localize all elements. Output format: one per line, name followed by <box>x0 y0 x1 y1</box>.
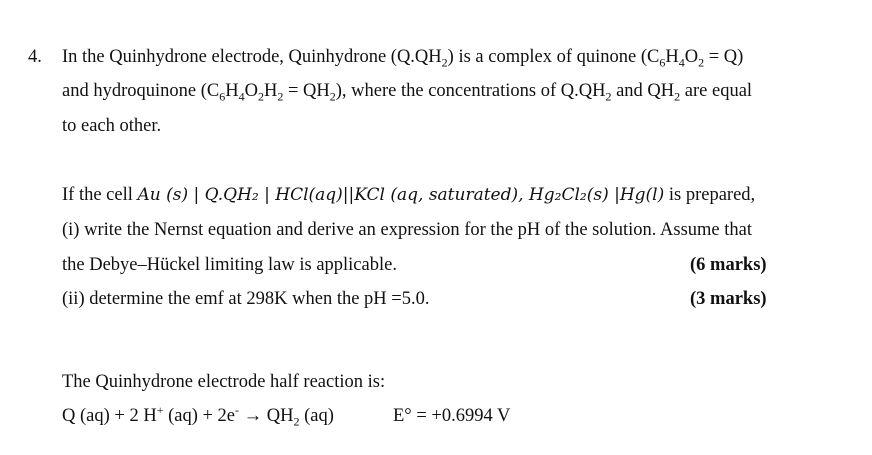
subscript: 6 <box>659 55 666 70</box>
subscript: 4 <box>238 89 245 104</box>
half-reaction-equation <box>62 404 334 428</box>
part-ii-marks: (3 marks) <box>690 289 767 309</box>
intro-text: and QH <box>611 81 675 101</box>
half-reaction-title: The Quinhydrone electrode half reaction is: <box>62 372 386 392</box>
subscript: 6 <box>219 89 226 104</box>
intro-text: = Q) <box>704 47 744 67</box>
intro-text: = QH <box>283 81 330 101</box>
intro-line-3: to each other. <box>62 116 162 136</box>
intro-text: O <box>244 81 258 101</box>
intro-text: ) is a complex of quinone (C <box>447 47 660 67</box>
subscript: 2 <box>257 89 264 104</box>
superscript: - <box>235 402 240 417</box>
subscript: 2 <box>698 55 705 70</box>
intro-text: ), where the concentrations of Q.QH <box>335 81 606 101</box>
subscript: 2 <box>605 89 612 104</box>
intro-text: and hydroquinone (C <box>62 81 220 101</box>
part-i-line-2: the Debye–Hückel limiting law is applicable. <box>62 255 397 275</box>
cell-line <box>62 183 755 207</box>
subscript: 2 <box>329 89 336 104</box>
intro-text: In the Quinhydrone electrode, Quinhydrone (Q.QH <box>62 47 442 67</box>
intro-line-1 <box>62 45 743 69</box>
superscript: + <box>156 402 164 417</box>
cell-notation: Au (s) | Q.QH₂ | HCl(aq)||KCl (aq, saturated), Hg₂Cl₂(s) |Hg(l) <box>137 185 665 205</box>
reaction-text: → QH <box>239 406 294 426</box>
reaction-text: (aq) <box>299 406 334 426</box>
intro-text: H <box>263 81 278 101</box>
intro-text: O <box>684 47 699 67</box>
part-ii-line: (ii) determine the emf at 298K when the pH =5.0. <box>62 289 430 309</box>
intro-line-2 <box>62 79 752 103</box>
subscript: 2 <box>293 414 300 429</box>
part-i-line-1: (i) write the Nernst equation and derive an expression for the pH of the solution. Assume that <box>62 220 752 240</box>
intro-text: H <box>225 81 239 101</box>
question-number: 4. <box>28 47 42 67</box>
intro-text: H <box>665 47 679 67</box>
reaction-text: Q (aq) + 2 H <box>62 406 157 426</box>
cell-suffix: is prepared, <box>664 185 756 205</box>
intro-text: are equal <box>680 81 753 101</box>
subscript: 2 <box>441 55 448 70</box>
subscript: 2 <box>674 89 681 104</box>
cell-prefix: If the cell <box>62 185 138 205</box>
part-i-marks: (6 marks) <box>690 255 767 275</box>
subscript: 2 <box>277 89 284 104</box>
reaction-text: (aq) + 2e <box>163 406 236 426</box>
subscript: 4 <box>678 55 685 70</box>
standard-potential: E° = +0.6994 V <box>393 406 511 426</box>
